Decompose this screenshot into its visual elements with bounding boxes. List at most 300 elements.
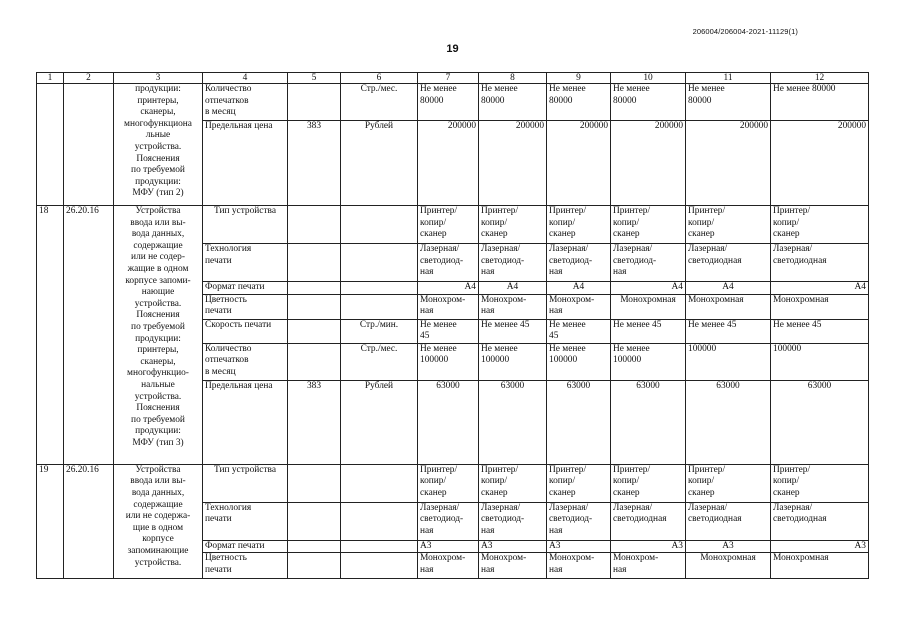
column-number: 1: [37, 73, 64, 84]
cell-text-line: устройства.: [134, 298, 182, 309]
unit-name: Стр./мес.: [341, 84, 418, 121]
cell-text-line: Цветность: [205, 553, 247, 564]
characteristic-name: Тип устройства: [203, 206, 288, 244]
column-number: 3: [114, 73, 203, 84]
cell-text-line: Монохром-: [420, 553, 466, 564]
cell-text-line: устройства.: [134, 141, 182, 152]
value-cell: [611, 553, 686, 579]
item-description: [114, 84, 203, 206]
cell-text-line: Монохромная: [773, 553, 829, 564]
characteristic-name: [203, 553, 288, 579]
cell-text-line: 80000: [613, 95, 637, 106]
value-cell: А3: [611, 540, 686, 553]
cell-text-line: Монохром-: [613, 553, 659, 564]
value-cell: [771, 464, 869, 502]
unit-code: [288, 464, 341, 502]
value-cell: [418, 553, 479, 579]
okpd-code: 26.20.16: [64, 464, 114, 579]
value-cell: [611, 244, 686, 282]
cell-text-line: 100000: [688, 343, 717, 354]
value-cell: [686, 294, 771, 319]
unit-code: [288, 553, 341, 579]
cell-text-line: Принтер/: [481, 464, 519, 475]
cell-text-line: содержащие: [133, 499, 183, 510]
value-cell: [479, 464, 547, 502]
cell-text-line: содержащие: [133, 240, 183, 251]
value-cell: [686, 553, 771, 579]
column-number: 4: [203, 73, 288, 84]
value-cell: А3: [479, 540, 547, 553]
cell-text-line: светодиодная: [773, 255, 827, 266]
unit-name: [341, 502, 418, 540]
cell-text-line: по требуемой: [131, 414, 185, 425]
value-cell: [771, 206, 869, 244]
cell-text-line: или не содержа-: [125, 511, 191, 522]
unit-code: [288, 502, 341, 540]
cell-text-line: ная: [420, 525, 434, 536]
cell-text-line: ная: [549, 306, 563, 317]
value-cell: [479, 294, 547, 319]
cell-text-line: продукции:: [135, 84, 181, 94]
cell-text-line: ная: [481, 306, 495, 317]
cell-text-line: светодиодная: [613, 514, 667, 525]
value-cell: [479, 206, 547, 244]
value-cell: [686, 84, 771, 121]
cell-text-line: 100000: [773, 343, 802, 354]
unit-code: [288, 206, 341, 244]
cell-text-line: сканер: [549, 487, 576, 498]
cell-text-line: ная: [549, 267, 563, 278]
cell-text-line: копир/: [549, 476, 576, 487]
cell-text-line: Принтер/: [773, 206, 811, 216]
cell-text-line: 45: [420, 331, 430, 342]
value-cell: [771, 84, 869, 121]
cell-text-line: светодиодная: [688, 255, 742, 266]
cell-text-line: 100000: [481, 355, 510, 366]
characteristic-name: [203, 502, 288, 540]
cell-text-line: корпусе запоми-: [125, 275, 191, 286]
cell-text-line: копир/: [688, 217, 715, 228]
column-number: 6: [341, 73, 418, 84]
cell-text-line: Не менее 45: [481, 319, 530, 330]
cell-text-line: 100000: [420, 355, 449, 366]
cell-text-line: в месяц: [205, 107, 236, 118]
cell-text-line: копир/: [688, 476, 715, 487]
cell-text-line: Пояснения: [136, 403, 180, 414]
cell-text-line: Лазерная/: [688, 502, 728, 513]
cell-text-line: Устройства: [135, 464, 181, 475]
characteristic-name: Предельная цена: [203, 121, 288, 206]
table-row: [37, 84, 869, 121]
cell-text-line: Не менее 45: [773, 319, 822, 330]
cell-text-line: нальные: [141, 379, 175, 390]
cell-text-line: многофункциона: [124, 118, 192, 129]
cell-text-line: 100000: [613, 355, 642, 366]
cell-text-line: Количество: [205, 343, 252, 354]
cell-text-line: сканер: [481, 487, 508, 498]
cell-text-line: Лазерная/: [481, 502, 521, 513]
cell-text-line: сканеры,: [140, 356, 176, 367]
unit-code: [288, 540, 341, 553]
value-cell: [547, 244, 611, 282]
cell-text-line: Не менее 45: [613, 319, 662, 330]
value-cell: 63000: [418, 380, 479, 464]
column-number: 9: [547, 73, 611, 84]
cell-text-line: сканер: [613, 487, 640, 498]
value-cell: [686, 244, 771, 282]
value-cell: [611, 502, 686, 540]
cell-text-line: светодиод-: [420, 514, 464, 525]
column-number: 10: [611, 73, 686, 84]
cell-text-line: ная: [549, 525, 563, 536]
cell-text-line: ная: [420, 306, 434, 317]
cell-text-line: 45: [549, 331, 559, 342]
cell-text-line: сканер: [773, 487, 800, 498]
cell-text-line: печати: [205, 514, 232, 525]
cell-text-line: в месяц: [205, 366, 236, 377]
cell-text-line: копир/: [613, 476, 640, 487]
unit-name: [341, 206, 418, 244]
cell-text-line: Лазерная/: [481, 244, 521, 254]
unit-name: [341, 553, 418, 579]
value-cell: [547, 343, 611, 380]
value-cell: [611, 319, 686, 343]
column-number: 5: [288, 73, 341, 84]
cell-text-line: ная: [549, 564, 563, 575]
item-number: 19: [37, 464, 64, 579]
value-cell: [686, 502, 771, 540]
value-cell: А3: [771, 540, 869, 553]
column-number: 8: [479, 73, 547, 84]
cell-text-line: Не менее: [549, 319, 586, 330]
cell-text-line: ная: [481, 267, 495, 278]
value-cell: [771, 553, 869, 579]
cell-text-line: сканер: [420, 229, 447, 240]
cell-text-line: Не менее 80000: [773, 84, 836, 94]
unit-code: 383: [288, 380, 341, 464]
value-cell: А4: [771, 282, 869, 295]
value-cell: [686, 319, 771, 343]
cell-text-line: Цветность: [205, 294, 247, 305]
cell-text-line: светодиод-: [481, 255, 525, 266]
value-cell: [771, 343, 869, 380]
unit-code: [288, 282, 341, 295]
unit-name: Рублей: [341, 380, 418, 464]
value-cell: [771, 319, 869, 343]
table-row: [37, 464, 869, 502]
value-cell: [771, 244, 869, 282]
cell-text-line: копир/: [420, 476, 447, 487]
cell-text-line: Не менее: [420, 343, 457, 354]
value-cell: [547, 553, 611, 579]
cell-text-line: сканер: [688, 229, 715, 240]
value-cell: А4: [611, 282, 686, 295]
unit-code: [288, 244, 341, 282]
value-cell: 200000: [547, 121, 611, 206]
cell-text-line: 80000: [549, 95, 573, 106]
unit-name: Рублей: [341, 121, 418, 206]
cell-text-line: Не менее: [420, 319, 457, 330]
value-cell: [547, 84, 611, 121]
unit-name: [341, 464, 418, 502]
cell-text-line: продукции:: [135, 333, 181, 344]
cell-text-line: копир/: [549, 217, 576, 228]
table-row: [37, 206, 869, 244]
value-cell: [547, 206, 611, 244]
value-cell: [547, 464, 611, 502]
unit-name: [341, 294, 418, 319]
cell-text-line: Количество: [205, 84, 252, 94]
cell-text-line: Лазерная/: [613, 244, 653, 254]
cell-text-line: печати: [205, 564, 232, 575]
cell-text-line: Монохромная: [688, 294, 744, 305]
value-cell: [479, 84, 547, 121]
cell-text-line: Лазерная/: [773, 502, 813, 513]
cell-text-line: ная: [420, 564, 434, 575]
cell-text-line: Не менее: [549, 84, 586, 94]
cell-text-line: Лазерная/: [613, 502, 653, 513]
value-cell: [547, 319, 611, 343]
cell-text-line: 80000: [688, 95, 712, 106]
cell-text-line: вода данных,: [131, 487, 185, 498]
cell-text-line: 80000: [481, 95, 505, 106]
cell-text-line: нающие: [141, 287, 175, 298]
value-cell: [686, 464, 771, 502]
item-description: [114, 464, 203, 579]
cell-text-line: Принтер/: [688, 206, 726, 216]
unit-name: [341, 540, 418, 553]
cell-text-line: копир/: [420, 217, 447, 228]
cell-text-line: Пояснения: [136, 153, 180, 164]
cell-text-line: Пояснения: [136, 310, 180, 321]
characteristic-name: [203, 244, 288, 282]
cell-text-line: сканер: [549, 229, 576, 240]
cell-text-line: корпусе: [142, 534, 174, 545]
cell-text-line: Принтер/: [613, 464, 651, 475]
okpd-code-cell: [64, 84, 114, 206]
value-cell: [479, 553, 547, 579]
cell-text-line: Лазерная/: [773, 244, 813, 254]
cell-text-line: продукции:: [135, 426, 181, 437]
cell-text-line: щие в одном: [132, 522, 184, 533]
cell-text-line: Монохром-: [481, 553, 527, 564]
cell-text-line: светодиод-: [613, 255, 657, 266]
cell-text-line: ная: [481, 525, 495, 536]
cell-text-line: Не менее 45: [688, 319, 737, 330]
cell-text-line: Технология: [205, 244, 252, 254]
unit-code: [288, 343, 341, 380]
cell-text-line: 80000: [420, 95, 444, 106]
value-cell: [611, 84, 686, 121]
cell-text-line: светодиодная: [688, 514, 742, 525]
value-cell: 63000: [547, 380, 611, 464]
cell-text-line: Принтер/: [688, 464, 726, 475]
value-cell: [611, 343, 686, 380]
unit-name: Стр./мин.: [341, 319, 418, 343]
cell-text-line: Лазерная/: [420, 244, 460, 254]
cell-text-line: по требуемой: [131, 321, 185, 332]
column-number: 11: [686, 73, 771, 84]
cell-text-line: Монохром-: [420, 294, 466, 305]
cell-text-line: Не менее: [420, 84, 457, 94]
characteristic-name: Тип устройства: [203, 464, 288, 502]
characteristic-name: Предельная цена: [203, 380, 288, 464]
characteristic-name: [203, 294, 288, 319]
value-cell: 200000: [686, 121, 771, 206]
cell-text-line: ная: [613, 267, 627, 278]
unit-name: [341, 282, 418, 295]
value-cell: [418, 294, 479, 319]
value-cell: [686, 343, 771, 380]
cell-text-line: отпечатков: [205, 355, 249, 366]
cell-text-line: льные: [145, 130, 171, 141]
cell-text-line: Принтер/: [481, 206, 519, 216]
cell-text-line: Лазерная/: [688, 244, 728, 254]
value-cell: 63000: [771, 380, 869, 464]
value-cell: 63000: [479, 380, 547, 464]
characteristic-name: [203, 343, 288, 380]
value-cell: А4: [479, 282, 547, 295]
cell-text-line: Лазерная/: [420, 502, 460, 513]
cell-text-line: сканеры,: [140, 107, 176, 118]
cell-text-line: ная: [613, 564, 627, 575]
cell-text-line: 100000: [549, 355, 578, 366]
cell-text-line: МФУ (тип 2): [132, 188, 184, 199]
value-cell: 63000: [686, 380, 771, 464]
value-cell: [418, 464, 479, 502]
cell-text-line: Не менее: [613, 343, 650, 354]
item-description: [114, 206, 203, 465]
value-cell: [611, 294, 686, 319]
cell-text-line: Монохромная: [700, 553, 756, 564]
value-cell: [479, 319, 547, 343]
value-cell: [479, 343, 547, 380]
value-cell: [418, 84, 479, 121]
cell-text-line: или не содер-: [131, 252, 185, 263]
cell-text-line: ввода или вы-: [130, 476, 186, 487]
cell-text-line: ввода или вы-: [130, 217, 186, 228]
cell-text-line: Не менее: [481, 84, 518, 94]
item-number-cell: [37, 84, 64, 206]
unit-name: Стр./мес.: [341, 343, 418, 380]
value-cell: А4: [418, 282, 479, 295]
unit-code: [288, 319, 341, 343]
cell-text-line: вода данных,: [131, 229, 185, 240]
cell-text-line: Принтер/: [613, 206, 651, 216]
value-cell: А3: [547, 540, 611, 553]
cell-text-line: Лазерная/: [549, 244, 589, 254]
cell-text-line: продукции:: [135, 176, 181, 187]
cell-text-line: светодиод-: [481, 514, 525, 525]
characteristic-name: Формат печати: [203, 282, 288, 295]
cell-text-line: светодиод-: [549, 514, 593, 525]
cell-text-line: светодиодная: [773, 514, 827, 525]
unit-name: [341, 244, 418, 282]
cell-text-line: сканер: [688, 487, 715, 498]
value-cell: 200000: [611, 121, 686, 206]
page-number: 19: [446, 43, 459, 55]
cell-text-line: светодиод-: [549, 255, 593, 266]
value-cell: [418, 319, 479, 343]
cell-text-line: Принтер/: [420, 206, 458, 216]
cell-text-line: сканер: [420, 487, 447, 498]
column-number-row: [37, 73, 869, 84]
value-cell: 200000: [479, 121, 547, 206]
okpd-code: 26.20.16: [64, 206, 114, 465]
cell-text-line: Монохром-: [549, 294, 595, 305]
cell-text-line: отпечатков: [205, 95, 249, 106]
cell-text-line: копир/: [481, 476, 508, 487]
cell-text-line: Технология: [205, 502, 252, 513]
value-cell: 200000: [771, 121, 869, 206]
value-cell: А3: [418, 540, 479, 553]
value-cell: [686, 206, 771, 244]
characteristic-name: Скорость печати: [203, 319, 288, 343]
cell-text-line: копир/: [481, 217, 508, 228]
cell-text-line: Принтер/: [420, 464, 458, 475]
cell-text-line: устройства.: [134, 557, 182, 568]
value-cell: [771, 294, 869, 319]
cell-text-line: принтеры,: [137, 345, 179, 356]
value-cell: А4: [547, 282, 611, 295]
characteristic-name: [203, 84, 288, 121]
cell-text-line: Лазерная/: [549, 502, 589, 513]
cell-text-line: Монохром-: [549, 553, 595, 564]
cell-text-line: Принтер/: [549, 206, 587, 216]
column-number: 2: [64, 73, 114, 84]
cell-text-line: Принтер/: [549, 464, 587, 475]
value-cell: [611, 464, 686, 502]
specification-table: [36, 72, 869, 579]
value-cell: [479, 502, 547, 540]
cell-text-line: запоминающие: [127, 545, 189, 556]
cell-text-line: копир/: [773, 217, 800, 228]
cell-text-line: светодиод-: [420, 255, 464, 266]
cell-text-line: Монохромная: [620, 294, 676, 305]
cell-text-line: Не менее: [688, 84, 725, 94]
cell-text-line: печати: [205, 306, 232, 317]
unit-code: [288, 294, 341, 319]
column-number: 12: [771, 73, 869, 84]
unit-code: [288, 84, 341, 121]
value-cell: [771, 502, 869, 540]
cell-text-line: сканер: [481, 229, 508, 240]
column-number: 7: [418, 73, 479, 84]
value-cell: 200000: [418, 121, 479, 206]
value-cell: А3: [686, 540, 771, 553]
value-cell: [547, 502, 611, 540]
cell-text-line: сканер: [613, 229, 640, 240]
value-cell: [547, 294, 611, 319]
value-cell: [418, 206, 479, 244]
value-cell: [418, 244, 479, 282]
document-id: 206004/206004-2021-11129(1): [692, 27, 798, 36]
cell-text-line: по требуемой: [131, 165, 185, 176]
value-cell: [418, 502, 479, 540]
cell-text-line: многофункцио-: [127, 368, 189, 379]
cell-text-line: жащие в одном: [127, 263, 189, 274]
cell-text-line: Устройства: [135, 206, 181, 216]
cell-text-line: Монохром-: [481, 294, 527, 305]
value-cell: А4: [686, 282, 771, 295]
cell-text-line: ная: [481, 564, 495, 575]
value-cell: 63000: [611, 380, 686, 464]
item-number: 18: [37, 206, 64, 465]
characteristic-name: Формат печати: [203, 540, 288, 553]
cell-text-line: устройства.: [134, 391, 182, 402]
cell-text-line: сканер: [773, 229, 800, 240]
cell-text-line: МФУ (тип 3): [132, 437, 184, 448]
